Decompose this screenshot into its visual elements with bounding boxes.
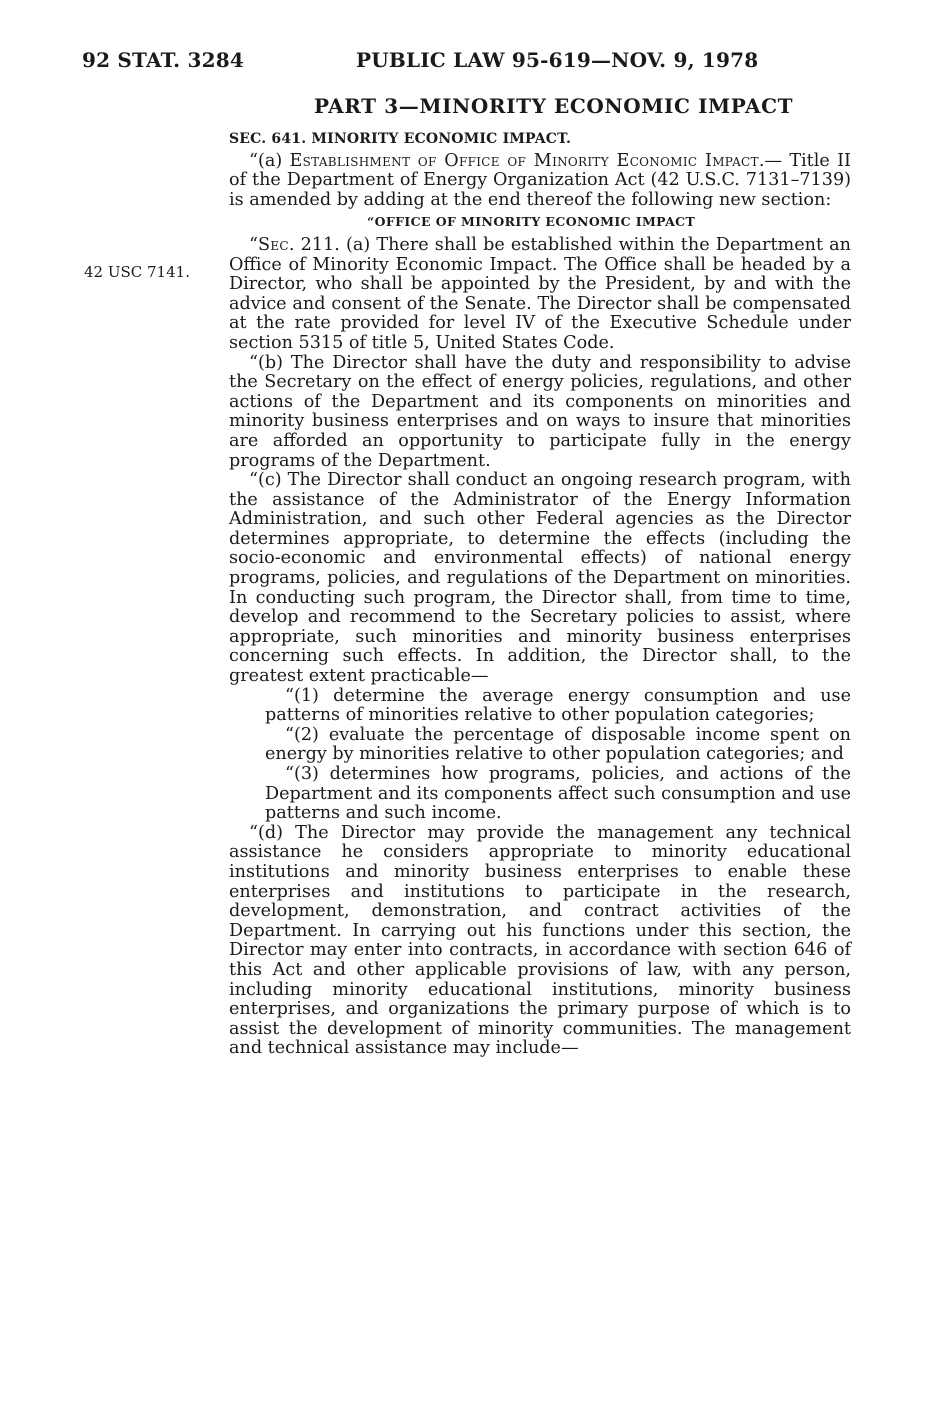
paragraph-c: “(c) The Director shall conduct an ongoing research program, with the assistance of the Administrator of the Energy Information Administration, and such other Federal agencies as the Director determines appropriate, to determine the effects (including the socio-economic and environmental effects) of national energy programs, policies, and regulations of the Department on minorities. In conducting such program, the Director shall, from time to time, develop and recommend to the Secretary policies to assist, where appropriate, such minorities and minority business enterprises concerning such effects. In addition, the Director shall, to the greatest extent practicable— xyxy=(229,470,851,687)
subsection-a-text: .— Title II of the Department of Energy Organization Act (42 U.S.C. 7131–7139) is amended by adding at the end thereof the following new section: xyxy=(229,150,851,210)
section-211-a xyxy=(229,236,851,354)
list-item-3: “(3) determines how programs, policies, and actions of the Department and its components affect such consumption and use patterns and such income. xyxy=(265,764,851,824)
running-header: PUBLIC LAW 95-619—NOV. 9, 1978 xyxy=(356,48,759,72)
list-item-1: “(1) determine the average energy consumption and use patterns of minorities relative to other population categories; xyxy=(265,685,851,726)
subsection-a xyxy=(229,152,851,211)
paragraph-b: “(b) The Director shall have the duty and responsibility to advise the Secretary on the effect of energy policies, regulations, and other actions of the Department and its components on minorities and minority business enterprises and on ways to insure that minorities are afforded an opportunity to participate fully in the energy programs of the Department. xyxy=(229,352,851,471)
section-heading: SEC. 641. MINORITY ECONOMIC IMPACT. xyxy=(229,131,572,147)
body-text xyxy=(229,126,851,1059)
page-stat-number: 92 STAT. 3284 xyxy=(82,48,244,72)
part-title: PART 3—MINORITY ECONOMIC IMPACT xyxy=(314,94,794,118)
section-211-text: . 211. (a) There shall be established within the Department an Office of Minority Economic Impact. The Office shall be headed by a Director, who shall be appointed by the President, by and with the advice and consent of the Senate. The Director shall be compensated at the rate provided for level IV of the Executive Schedule under section 5315 of title 5, United States Code. xyxy=(229,234,851,353)
margin-citation: 42 USC 7141. xyxy=(84,263,190,281)
subsection-a-open: “(a) xyxy=(249,150,290,171)
paragraph-d: “(d) The Director may provide the management any technical assistance he considers appropriate to minority educational institutions and minority business enterprises to enable these enterprises and institutions to participate in the research, development, demonstration, and contract activities of the Department. In carrying out his functions under this section, the Director may enter into contracts, in accordance with section 646 of this Act and other applicable provisions of law, with any person, including minority educational institutions, minority business enterprises, and organizations the primary purpose of which is to assist the development of minority communities. The management and technical assistance may include— xyxy=(229,822,851,1059)
list-item-2: “(2) evaluate the percentage of disposable income spent on energy by minorities relative to other population categories; and xyxy=(265,724,851,765)
subsection-a-title: Establishment of Office of Minority Economic Impact xyxy=(289,150,759,171)
section-211-open: “ xyxy=(249,234,258,255)
section-211-sec-word: Sec xyxy=(258,234,289,255)
section-caption: “OFFICE OF MINORITY ECONOMIC IMPACT xyxy=(367,214,696,230)
